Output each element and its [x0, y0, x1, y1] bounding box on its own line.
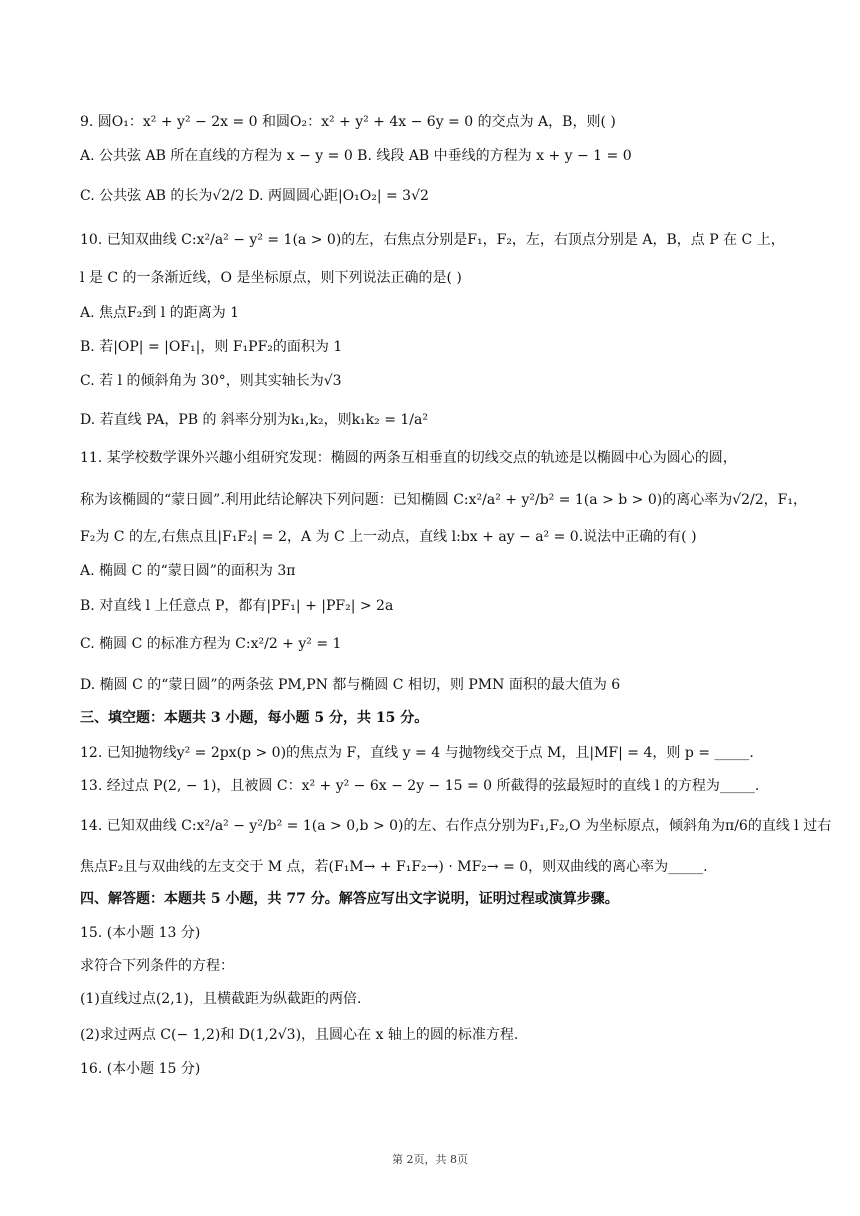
q11-stem-line1: 11. 某学校数学课外兴趣小组研究发现：椭圆的两条互相垂直的切线交点的轨迹是以椭圆中心为圆心的圆， [80, 450, 737, 466]
q10-option-a: A. 焦点F₂到 l 的距离为 1 [80, 305, 240, 321]
q11-option-c: C. 椭圆 C 的标准方程为 C:x²/2 + y² = 1 [80, 636, 342, 652]
q11-option-a: A. 椭圆 C 的“蒙日圆”的面积为 3π [80, 563, 296, 579]
q11-stem-line2: 称为该椭圆的“蒙日圆”.利用此结论解决下列问题：已知椭圆 C:x²/a² + y²/b² = 1(a > b > 0)的离心率为√2/2，F₁， [80, 492, 807, 508]
q11-stem-line3: F₂为 C 的左,右焦点且|F₁F₂| = 2，A 为 C 上一动点，直线 l:bx + ay − a² = 0.说法中正确的有( ) [80, 529, 697, 545]
q9-stem: 9. 圆O₁：x² + y² − 2x = 0 和圆O₂：x² + y² + 4x − 6y = 0 的交点为 A，B，则( ) [80, 114, 616, 130]
q10-stem-line2: l 是 C 的一条渐近线，O 是坐标原点，则下列说法正确的是( ) [80, 270, 462, 286]
q14-stem-line1: 14. 已知双曲线 C:x²/a² − y²/b² = 1(a > 0,b > 0)的左、右作点分别为F₁,F₂,O 为坐标原点，倾斜角为π/6的直线 l 过右 [80, 818, 832, 834]
q16-header: 16. (本小题 15 分) [80, 1061, 201, 1077]
q15-header: 15. (本小题 13 分) [80, 925, 201, 941]
q10-option-b: B. 若|OP| = |OF₁|，则 F₁PF₂的面积为 1 [80, 339, 343, 355]
section4-heading: 四、解答题：本题共 5 小题，共 77 分。解答应写出文字说明，证明过程或演算步骤。 [80, 891, 619, 907]
q14-stem-line2: 焦点F₂且与双曲线的左支交于 M 点，若(F₁M→ + F₁F₂→) · MF₂→ = 0，则双曲线的离心率为_____. [80, 859, 708, 875]
q10-option-c: C. 若 l 的倾斜角为 30°，则其实轴长为√3 [80, 373, 342, 389]
q10-stem-line1: 10. 已知双曲线 C:x²/a² − y² = 1(a > 0)的左，右焦点分别是F₁，F₂，左，右顶点分别是 A，B，点 P 在 C 上， [80, 232, 785, 248]
q15-intro: 求符合下列条件的方程： [80, 958, 234, 974]
q13-stem: 13. 经过点 P(2, − 1)，且被圆 C：x² + y² − 6x − 2y − 15 = 0 所截得的弦最短时的直线 l 的方程为_____. [80, 778, 760, 794]
q15-part2: (2)求过两点 C(− 1,2)和 D(1,2√3)，且圆心在 x 轴上的圆的标准方程. [80, 1027, 519, 1043]
q9-options-ab: A. 公共弦 AB 所在直线的方程为 x − y = 0 B. 线段 AB 中垂线的方程为 x + y − 1 = 0 [80, 148, 632, 164]
q11-option-d: D. 椭圆 C 的“蒙日圆”的两条弦 PM,PN 都与椭圆 C 相切，则 PMN 面积的最大值为 6 [80, 677, 621, 693]
q9-options-cd: C. 公共弦 AB 的长为√2/2 D. 两圆圆心距|O₁O₂| = 3√2 [80, 188, 429, 204]
q10-option-d: D. 若直线 PA，PB 的 斜率分别为k₁,k₂，则k₁k₂ = 1/a² [80, 412, 428, 428]
section3-heading: 三、填空题：本题共 3 小题，每小题 5 分，共 15 分。 [80, 710, 429, 726]
q11-option-b: B. 对直线 l 上任意点 P，都有|PF₁| + |PF₂| > 2a [80, 598, 394, 614]
page-footer: 第 2页，共 8页 [392, 1153, 468, 1166]
q12-stem: 12. 已知抛物线y² = 2px(p > 0)的焦点为 F，直线 y = 4 与抛物线交于点 M，且|MF| = 4，则 p = _____. [80, 745, 754, 761]
q15-part1: (1)直线过点(2,1)，且横截距为纵截距的两倍. [80, 991, 362, 1007]
